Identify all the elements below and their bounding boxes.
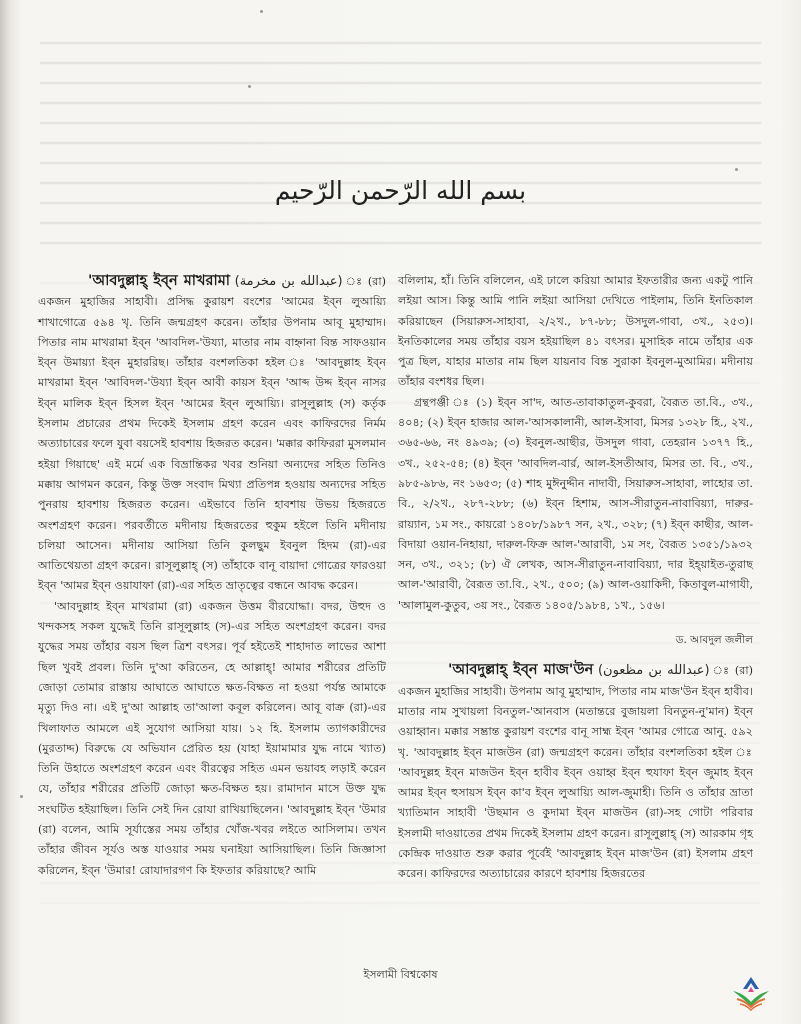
entry-paragraph (398, 660, 753, 884)
bibliography: গ্রন্থপঞ্জী ঃ (১) ইব্ন সা'দ, আত-তাবাকাতুল-কুবরা, বৈরূত তা.বি., ৩খ., ৪০৪; (২) ইব্ন হাজার আল-'আসকালানী, আল-ইসাবা, মিসর ১৩২৮ হি., ২খ., ৩৬৫-৬৬, নং ৪৯৩৯; (৩) ইবনুল-আছীর, উসদুল গাবা, তেহরান ১৩৭৭ হি., ৩খ., ২৫২-৫৪; (৪) ইব্ন 'আবদিল-বার্র, আল-ইসতীআব, মিসর তা. বি., ৩খ., ৯৮৫-৯৮৬, নং ১৬৫৩; (৫) শাহ মুঈনুদ্দীন নাদাবী, সিয়ারুস-সাহাবা, লাহোর তা. বি., ২/২খ., ২৮৭-২৮৮; (৬) ইব্ন হিশাম, আস-সীরাতুন-নাবাবিয়্যা, দারুর-রায়্যান, ১ম সং., কায়রো ১৪০৮/১৯৮৭ সন, ২খ., ৩২৮; (৭) ইব্ন কাছীর, আল-বিদায়া ওয়ান-নিহায়া, দারুল-ফিক্র আল-'আরাবী, ১ম সং, বৈরূত ১৩৫১/১৯৩২ সন, ৩খ., ৩২১; (৮) ঐ লেখক, আস-সীরাতুন-নাবাবিয়্যা, দার ইহ্য়াইত-তুরাছ আল-'আরাবী, বৈরূত তা.বি., ২খ., ৫০০; (৯) আল-ওয়াকিদী, কিতাবুল-মাগাযী, 'আলামুল-কুতুব, ৩য় সং., বৈরূত ১৪০৫/১৯৮৪, ১খ., ১৫৬। (398, 395, 753, 612)
footer-publication-name: ইসলামী বিশ্বকোষ (363, 968, 438, 981)
entry-title-suffix: ঃ (রা) (363, 275, 387, 288)
entry-title-arabic: (عبدالله بن مخرمة) (234, 274, 343, 289)
bleed-through-text (40, 30, 761, 260)
entry-title: 'আবদুল্লাহ্ ইব্ন মাজ'উন (448, 662, 594, 679)
right-column (398, 271, 753, 885)
left-column (38, 271, 386, 881)
publisher-logo-icon (729, 975, 773, 1011)
bismillah-heading: بسم الله الرّحمن الرّحيم (274, 176, 527, 205)
paragraph: বলিলাম, হাঁ। তিনি বলিলেন, এই ঢালে করিয়া আমার ইফতারীর জন্য একটু পানি লইয়া আস। কিন্তু আমি পানি লইয়া আসিয়া দেখিতে পাইলাম, তিনি ইনতিকাল করিয়াছেন (সিয়ারুস-সাহাবা, ২/২খ., ৮৭-৮৮; উসদুল-গাবা, ৩খ., ২৫৩)। ইনতিকালের সময় তাঁহার বয়স হইয়াছিল ৪১ বৎসর। মুসাহিক নামে তাঁহার এক পুত্র ছিল, যাহার মাতার নাম ছিল যায়নাব বিন্ত সুরাকা ইবনুল-মুআমির। মদীনায় তাঁহার বংশধর ছিল। (398, 274, 753, 389)
author-signature: ড. আবদুল জলীল (675, 634, 753, 647)
entry-paragraph (38, 271, 386, 597)
scan-speck (735, 168, 738, 171)
entry-title: 'আবদুল্লাহ্ ইব্ন মাখরামা (88, 273, 230, 289)
scan-speck (248, 85, 251, 88)
paragraph-text: একজন মুহাজির সাহাবী। প্রসিদ্ধ কুরায়শ বংশের 'আমের ইব্ন লুআয়্যি শাখাগোত্রে ৫৯৪ খৃ. তিনি জন্মগ্রহণ করেন। তাঁহার উপনাম আবূ মুহাম্মাদ। পিতার নাম মাখরামা ইব্ন 'আবদিল-'উয্যা, মাতার নাম বাহ্নানা বিন্ত সাফওয়ান ইব্ন উমায়্যা ইব্ন মুহাররিছ। তাঁহার বংশলতিকা হইল ঃ 'আবদুল্লাহ ইব্ন মাখরামা ইব্ন 'আবিদল-'উয্যা ইব্ন আবী কায়স ইব্ন 'আব্দ উদ্দ ইব্ন নাসর ইব্ন মালিক ইব্ন হিসল ইব্ন 'আমের ইব্ন লুআয়্যি। রাসূলুল্লাহ (স) কর্তৃক ইসলাম প্রচারের প্রথম দিকেই ইসলাম গ্রহণ করেন এবং কাফিরদের নির্মম অত্যাচারের ফলে যুবা বয়সেই হাবশায় হিজরত করেন। 'মক্কার কাফিররা মুসলমান হইয়া গিয়াছে' এই মর্মে এক বিভ্রান্তিকর খবর শুনিয়া অন্যদের সহিত তিনিও মক্কায় আগমন করেন, কিন্তু উক্ত সংবাদ মিথ্যা প্রতিপন্ন হওয়ায় অন্যদের সহিত পুনরায় হাবশায় হিজরত করেন। এইভাবে তিনি হাবশায় উভয় হিজরতে অংশগ্রহণ করেন। পরবর্তীতে মদীনায় হিজরতের হুকুম হইলে তিনি মদীনায় চলিয়া আসেন। মদীনায় আসিয়া তিনি কুলছুম ইবনুল হিদম (রা)-এর আতিথেয়তা গ্রহণ করেন। রাসূলুল্লাহ্ (স) তাঁহাকে বানূ বায়াদা গোত্রের ফারওয়া ইব্ন 'আমর ইব্ন ওয়াযাফা (রা)-এর সহিত ভ্রাতৃত্বের বন্ধনে আবদ্ধ করেন। (38, 295, 386, 593)
scan-speck (20, 795, 23, 798)
paragraph-text: (রা) একজন মুহাজির সাহাবী। উপনাম আবূ মুহাম্মাদ, পিতার নাম মাজ'উন ইব্ন হাবীব। মাতার নাম সুখায়লা বিনতুল-'আনবাস (মতান্তরে বুজায়লা বিনতুন-নু'মান) ইব্ন ওয়াহ্বান। মক্কার সম্ভ্রান্ত কুরায়শ বংশের বানূ সাহ্ম ইব্ন 'আমর গোত্রে আনু. ৫৯২ খৃ. 'আবদুল্লাহ ইব্ন মাজউন (রা) জন্মগ্রহণ করেন। তাঁহার বংশলতিকা হইল ঃ 'আবদুল্লহ ইব্ন মাজউন ইব্ন হাবীব ইব্ন ওয়াহ্ব ইব্ন হুযাফা ইব্ন জুমাহ ইব্ন আমর ইব্ন হুসায়স ইব্ন কা'ব ইব্ন লুআয়্যি আল-জুমাহী। তিনি ও তাঁহার ভ্রাতা খ্যাতিমান সাহাবী 'উছমান ও কুদামা ইব্ন মাজউন (রা)-সহ গোটা পরিবার ইসলামী দাওয়াতের প্রথম দিকেই ইসলাম গ্রহণ করেন। রাসূলুল্লাহ্ (স) আরকাম গৃহ কেন্দ্রিক দাওয়াত শুরু করার পূর্বেই 'আবদুল্লাহ ইব্ন মাজ'উন (রা) ইসলাম গ্রহণ করেন। কাফিরদের অত্যাচারের কারণে হাবশায় হিজরতের (398, 664, 753, 881)
entry-title-arabic: (عبدالله بن مظعون) (597, 663, 710, 679)
scan-speck (260, 10, 263, 13)
paragraph: 'আবদুল্লাহ ইব্ন মাখরামা (রা) একজন উত্তম বীরযোদ্ধা। বদর, উহুদ ও খন্দকসহ সকল যুদ্ধেই তিনি রাসূলুল্লাহ (স)-এর সহিত অংশগ্রহণ করেন। বদর যুদ্ধের সময় তাঁহার বয়স ছিল ত্রিশ বৎসর। পূর্ব হইতেই শাহাদাত লাভের আশা ছিল খুবই প্রবল। তিনি দু'আ করিতেন, হে আল্লাহ্! আমার শরীরের প্রতিটি জোড়া তোমার রাস্তায় আঘাতে আঘাতে ক্ষত-বিক্ষত না হওয়া পর্যন্ত আমাকে মৃত্যু দিও না। এই দু'আ আল্লাহ তা'আলা কবূল করিলেন। আবূ বাক্র (রা)-এর খিলাফাত আমলে এই সুযোগ আসিয়া যায়। ১২ হি. ইসলাম ত্যাগকারীদের (মুরতাদ্দ) বিরুদ্ধে যে অভিযান প্রেরিত হয় (যাহা ইয়ামামার যুদ্ধ নামে খ্যাত) তিনি উহাতে অংশগ্রহণ করেন এবং বীরত্বের সহিত এমন ভয়াবহ লড়াই করেন যে, তাঁহার শরীরের প্রতিটি জোড়া ক্ষত-বিক্ষত হয়। রামাদান মাসে উক্ত যুদ্ধ সংঘটিত হইয়াছিল। তিনি সেই দিন রোযা রাখিয়াছিলেন। 'আবদুল্লাহ ইব্ন 'উমার (রা) বলেন, আমি সূর্যাস্তের সময় তাঁহার খোঁজ-খবর লইতে আসিলাম। তখন তাঁহার জীবন সূর্যও অস্ত যাওয়ার সময় ঘনাইয়া আসিয়াছিল। তিনি জিজ্ঞাসা করিলেন, ইব্ন 'উমার! রোযাদারগণ কি ইফতার করিয়াছে? আমি (38, 599, 386, 877)
